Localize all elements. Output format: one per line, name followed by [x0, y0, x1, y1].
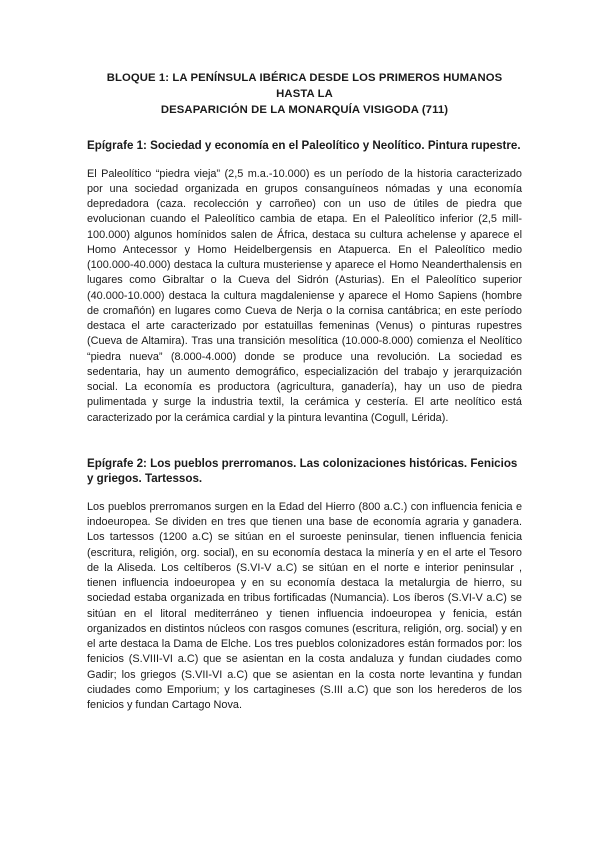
section-epigrafe-2	[87, 456, 522, 714]
section-heading: Epígrafe 2: Los pueblos prerromanos. Las colonizaciones históricas. Fenicios y griegos. Tartessos.	[87, 456, 518, 486]
section-paragraph: El Paleolítico “piedra vieja” (2,5 m.a.-10.000) es un período de la historia caracterizado por una sociedad organizada en grupos consanguíneos nómadas y una economía depredadora (caza. recolección y carroñeo) con un uso de útiles de piedra que evolucionan cuando el Paleolítico cambia de etapa. En el Paleolítico inferior (2,5 mill-100.000) algunos homínidos salen de África, destaca su cultura achelense y aparece el Homo Antecessor y Homo Heidelbergensis en Atapuerca. En el Paleolítico medio (100.000-40.000) destaca la cultura musteriense y aparece el Homo Neanderthalensis en lugares como Gibraltar o la Cueva del Sidrón (Asturias). En el Paleolítico superior (40.000-10.000) destaca la cultura magdaleniense y aparece el Homo Sapiens (hombre de cromañón) en lugares como Cueva de Nerja o la cornisa cantábrica; en este período destaca el arte caracterizado por estatuillas femeninas (Venus) o pinturas rupestres (Cueva de Altamira). Tras una transición mesolítica (10.000-8.000) comienza el Neolítico “piedra nueva” (8.000-4.000) donde se produce una revolución. La sociedad es sedentaria, hay un aumento demográfico, especialización del trabajo y jerarquización social. La economía es productora (agricultura, ganadería), hay un uso de piedra pulimentada y surge la industria textil, la cerámica y cestería. El arte neolítico está caracterizado por la cerámica cardial y la pintura levantina (Cogull, Lérida).	[87, 167, 522, 424]
document-title-line-2: DESAPARICIÓN DE LA MONARQUÍA VISIGODA (711)	[160, 104, 449, 116]
section-paragraph: Los pueblos prerromanos surgen en la Edad del Hierro (800 a.C.) con influencia fenicia e indoeuropea. Se dividen en tres que tienen una base de economía agraria y ganadera. Los tartessos (1200 a.C) se sitúan en el suroeste peninsular, tienen influencia fenicia (escritura, religión, org. social), en su economía destaca la minería y en el arte el Tesoro de la Aliseda. Los celtíberos (S.VI-V a.C) se sitúan en el norte e interior peninsular , tienen influencia indoeuropea y en su economía destaca la metalurgia de hierro, su sociedad estaba organizada en tribus fortificadas (Numancia). Los íberos (S.VI-V a.C) se sitúan en el litoral mediterráneo y tienen influencia indoeuropea y fenicia, están organizados en distintos núcleos con rasgos comunes (escritura, religión, org. social) y en el arte destaca la Dama de Elche. Los tres pueblos colonizadores están formados por: los fenicios (S.VIII-VI a.C) que se asientan en la costa andaluza y fundan ciudades como Gadir; los griegos (S.VII-VI a.C) que se asientan en la costa norte levantina y fundan ciudades como Emporium; y los cartagineses (S.III a.C) que son los herederos de los fenicios y fundan Cartago Nova.	[87, 500, 522, 711]
section-epigrafe-1	[87, 138, 522, 426]
document-title	[87, 70, 522, 118]
section-heading: Epígrafe 1: Sociedad y economía en el Paleolítico y Neolítico. Pintura rupestre.	[87, 139, 521, 152]
document-title-line-1: BLOQUE 1: LA PENÍNSULA IBÉRICA DESDE LOS PRIMEROS HUMANOS HASTA LA	[106, 72, 503, 100]
